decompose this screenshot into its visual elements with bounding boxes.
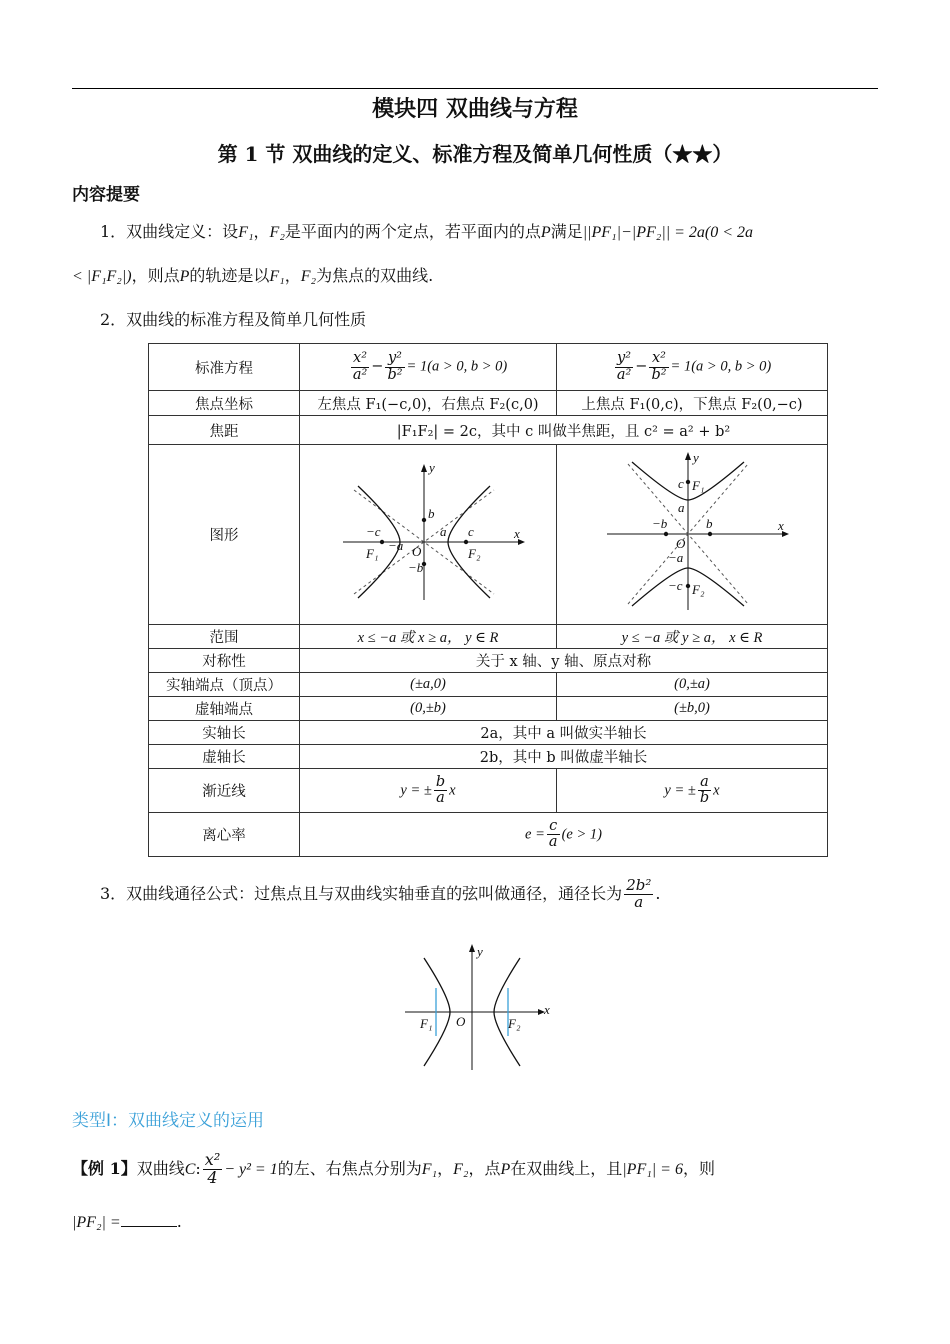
neg-a-label: −a	[668, 550, 684, 565]
definition-paragraph-line2: < |F₁F₂|)，则点P的轨迹是以F₁，F₂为焦点的双曲线.	[72, 266, 434, 285]
y-label: y	[477, 944, 483, 959]
focus-point	[380, 540, 384, 544]
module-title: 模块四 双曲线与方程	[372, 96, 578, 122]
example-1-question: |PF₂| = .	[72, 1212, 182, 1231]
table-row	[149, 625, 828, 649]
graph-cell-vertical	[557, 445, 828, 625]
f1-label: F₁	[366, 546, 379, 561]
c-label: c	[468, 524, 474, 539]
neg-c-label: −c	[366, 524, 381, 539]
f1-label: F₁	[692, 478, 705, 493]
table-row	[149, 344, 828, 391]
table-cell: x ≤ −a 或 x ≥ a， y ∈ R	[300, 625, 557, 649]
y-label: y	[429, 460, 435, 475]
table-cell: |F₁F₂| = 2c，其中 c 叫做半焦距，且 c² = a² + b²	[300, 416, 828, 445]
section-title: 第 1 节 双曲线的定义、标准方程及简单几何性质（★★）	[217, 142, 733, 166]
origin-label: O	[412, 544, 422, 559]
table-cell: 2b，其中 b 叫做虚半轴长	[300, 745, 828, 769]
vertex-point	[708, 532, 712, 536]
table-cell: (±b,0)	[557, 697, 828, 721]
a-label: a	[440, 524, 447, 539]
definition-paragraph: 1．双曲线定义：设F₁，F₂是平面内的两个定点，若平面内的点P满足||PF₁|−|PF₂|| = 2a(0 < 2a	[100, 222, 754, 241]
asymptote-right: y = ± $\frac{a}{b}$ x	[557, 769, 828, 813]
table-row	[149, 445, 828, 625]
type-heading: 类型Ⅰ：双曲线定义的运用	[72, 1111, 265, 1131]
row-label: 虚轴端点	[149, 697, 300, 721]
f2-label: F₂	[508, 1016, 521, 1031]
eq-right: $\frac{\text{y²}}{\text{a²}}$ − $\frac{\text{x²}}{\text{b²}}$ = 1(a > 0, b > 0)	[557, 344, 828, 391]
focus-point	[686, 584, 690, 588]
b-label: b	[428, 506, 435, 521]
origin-label: O	[456, 1014, 466, 1029]
vertex-point	[422, 518, 426, 522]
f2-label: F₂	[468, 546, 481, 561]
row-label: 图形	[149, 445, 300, 625]
table-cell: 左焦点 F₁(−c,0)，右焦点 F₂(c,0)	[300, 391, 557, 416]
table-cell: 2a，其中 a 叫做实半轴长	[300, 721, 828, 745]
table-row	[149, 813, 828, 857]
row-label: 范围	[149, 625, 300, 649]
table-cell: (0,±a)	[557, 673, 828, 697]
f2-label: F₂	[692, 582, 705, 597]
row-label: 标准方程	[149, 344, 300, 391]
row-label: 虚轴长	[149, 745, 300, 769]
vertex-point	[664, 532, 668, 536]
row-label: 焦点坐标	[149, 391, 300, 416]
origin-label: O	[676, 536, 686, 551]
latus-rectum-paragraph: 3．双曲线通径公式：过焦点且与双曲线实轴垂直的弦叫做通径，通径长为 $\frac{\text{2b²}}{a}$ .	[100, 876, 661, 911]
table-row	[149, 416, 828, 445]
eccentricity-cell: e = $\frac{c}{a}$ (e > 1)	[300, 813, 828, 857]
y-axis-arrow	[421, 464, 427, 472]
y-label: y	[693, 450, 699, 465]
table-row	[149, 769, 828, 813]
f1-label: F₁	[420, 1016, 433, 1031]
content-summary-heading: 内容提要	[72, 185, 140, 205]
vertical-hyperbola-graph	[592, 450, 792, 615]
x-label: x	[778, 518, 784, 533]
table-row	[149, 391, 828, 416]
top-rule	[72, 88, 878, 89]
table-intro: 2．双曲线的标准方程及简单几何性质	[100, 310, 367, 329]
properties-table	[148, 343, 828, 857]
y-axis-arrow	[469, 944, 475, 952]
x-label: x	[544, 1002, 550, 1017]
answer-blank[interactable]	[121, 1212, 177, 1227]
table-row	[149, 673, 828, 697]
table-cell: 关于 x 轴、y 轴、原点对称	[300, 649, 828, 673]
row-label: 渐近线	[149, 769, 300, 813]
table-cell: (±a,0)	[300, 673, 557, 697]
a-label: a	[678, 500, 685, 515]
row-label: 实轴长	[149, 721, 300, 745]
table-row	[149, 649, 828, 673]
graph-cell-horizontal	[300, 445, 557, 625]
table-cell: 上焦点 F₁(0,c)，下焦点 F₂(0,−c)	[557, 391, 828, 416]
example-1: 【例 1】双曲线C: $\frac{\text{x²}}{4}$ − y² = 1的左、右焦点分别为F₁，F₂，点P在双曲线上，且|PF₁| = 6，则	[72, 1150, 715, 1187]
b-label: b	[706, 516, 713, 531]
x-label: x	[514, 526, 520, 541]
row-label: 对称性	[149, 649, 300, 673]
table-cell: (0,±b)	[300, 697, 557, 721]
focus-point	[686, 480, 690, 484]
table-row	[149, 697, 828, 721]
neg-c-label: −c	[668, 578, 683, 593]
row-label: 离心率	[149, 813, 300, 857]
y-axis-arrow	[685, 452, 691, 460]
asymptote-left: y = ± $\frac{b}{a}$ x	[300, 769, 557, 813]
row-label: 实轴端点（顶点）	[149, 673, 300, 697]
neg-b-label: −b	[652, 516, 668, 531]
table-cell: y ≤ −a 或 y ≥ a， x ∈ R	[557, 625, 828, 649]
eq-left: $\frac{\text{x²}}{\text{a²}}$ − $\frac{\text{y²}}{\text{b²}}$ = 1(a > 0, b > 0)	[300, 344, 557, 391]
table-row	[149, 745, 828, 769]
row-label: 焦距	[149, 416, 300, 445]
latus-rectum-graph	[400, 940, 560, 1075]
neg-b-label: −b	[408, 560, 424, 575]
focus-point	[464, 540, 468, 544]
horizontal-hyperbola-graph	[328, 460, 528, 605]
table-row	[149, 721, 828, 745]
neg-a-label: −a	[388, 538, 404, 553]
c-label: c	[678, 476, 684, 491]
